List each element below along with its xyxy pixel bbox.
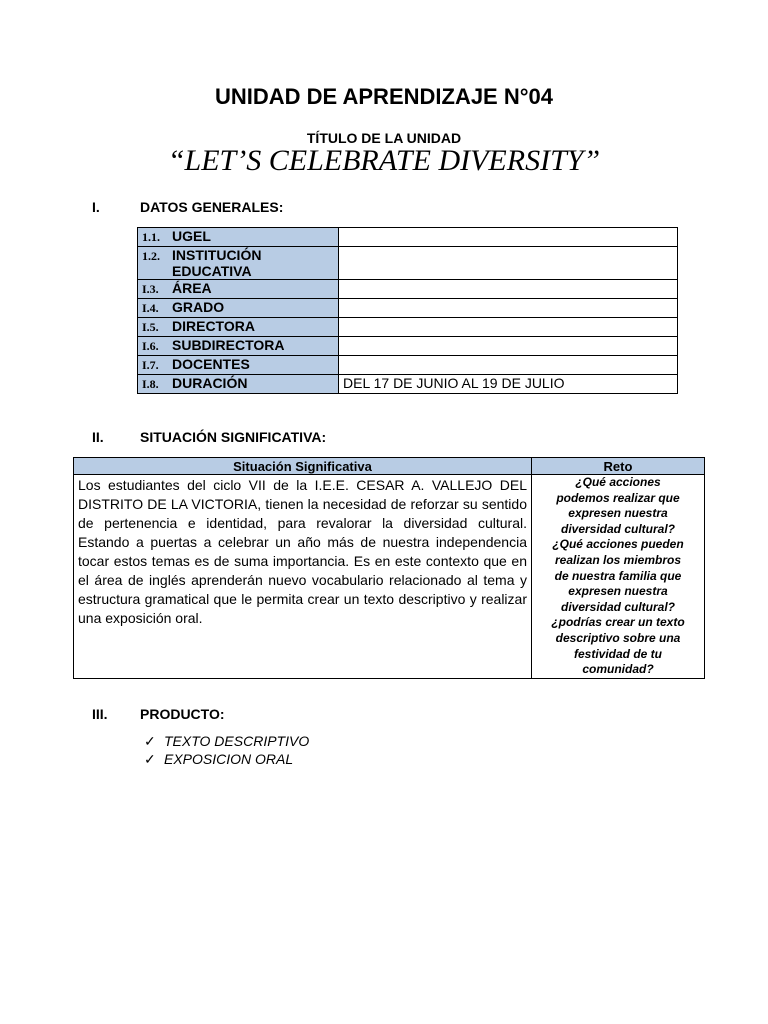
datos-value-cell: DEL 17 DE JUNIO AL 19 DE JULIO: [339, 375, 678, 394]
product-item: [144, 733, 309, 750]
reto-line: comunidad?: [582, 662, 654, 677]
item-label: INSTITUCIÓN EDUCATIVA: [172, 247, 262, 279]
document-title: UNIDAD DE APRENDIZAJE N°04: [214, 84, 554, 109]
section-number: II.: [92, 429, 104, 445]
reto-line: festividad de tu: [573, 646, 662, 661]
datos-value-cell: [339, 356, 678, 375]
item-number: I.7.: [142, 358, 159, 372]
item-number: 1.2.: [142, 249, 160, 263]
check-icon: ✓: [144, 751, 156, 767]
header-situacion: Situación Significativa: [74, 458, 532, 475]
situacion-text: Los estudiantes del ciclo VII de la I.E.E. CESAR A. VALLEJO DEL DISTRITO DE LA VICTORIA, tienen la necesidad de reforzar su sentido de pertenencia e identidad, para revalorar la diversidad cultural. Estando a puertas a celebrar un año más de nuestra independencia tocar estos temas es de suma importancia. Es en este contexto que en el área de inglés aprenderán nuevo vocabulario relacionado al tema y estructura gramatical que le permita crear un texto descriptivo y realizar una exposición oral.: [74, 475, 532, 679]
item-label: UGEL: [172, 228, 211, 244]
item-number: I.8.: [142, 377, 159, 391]
header-reto: Reto: [532, 458, 705, 475]
item-number: I.5.: [142, 320, 159, 334]
datos-value-cell: [339, 247, 678, 280]
datos-row: [138, 356, 678, 375]
product-label: EXPOSICION ORAL: [164, 751, 294, 767]
section-heading: DATOS GENERALES:: [140, 199, 284, 215]
reto-line: ¿Qué acciones pueden: [552, 537, 684, 552]
reto-line: podemos realizar que: [556, 490, 680, 505]
datos-row: [138, 337, 678, 356]
section-heading: SITUACIÓN SIGNIFICATIVA:: [140, 429, 327, 445]
item-number: I.6.: [142, 339, 159, 353]
item-label: SUBDIRECTORA: [172, 337, 285, 353]
datos-key-cell: [138, 318, 339, 337]
item-label: DOCENTES: [172, 356, 250, 372]
section-number: I.: [92, 199, 100, 215]
check-icon: ✓: [144, 733, 156, 749]
datos-value-cell: [339, 337, 678, 356]
datos-key-cell: [138, 247, 339, 280]
reto-cell: [532, 475, 705, 679]
reto-line: ¿Qué acciones: [575, 475, 661, 489]
reto-line: de nuestra familia que: [554, 568, 682, 583]
datos-generales-table: [137, 227, 678, 394]
reto-line: diversidad cultural?: [560, 521, 676, 536]
unit-title-label: TÍTULO DE LA UNIDAD: [306, 130, 462, 146]
item-number: I.4.: [142, 301, 159, 315]
datos-row: [138, 280, 678, 299]
item-number: 1.1.: [142, 230, 160, 244]
reto-line: descriptivo sobre una: [555, 630, 681, 645]
datos-value-cell: [339, 318, 678, 337]
datos-key-cell: [138, 228, 339, 247]
section-heading: PRODUCTO:: [140, 706, 225, 722]
datos-row: [138, 228, 678, 247]
datos-row: [138, 318, 678, 337]
unit-name: “LET’S CELEBRATE DIVERSITY”: [167, 144, 601, 177]
datos-key-cell: [138, 280, 339, 299]
reto-line: ¿podrías crear un texto: [551, 615, 685, 630]
reto-line: expresen nuestra: [568, 506, 668, 521]
datos-key-cell: [138, 299, 339, 318]
datos-row: [138, 375, 678, 394]
datos-key-cell: [138, 375, 339, 394]
datos-key-cell: [138, 337, 339, 356]
item-label: GRADO: [172, 299, 225, 315]
item-label: ÁREA: [172, 280, 212, 296]
item-label: DIRECTORA: [172, 318, 255, 334]
datos-key-cell: [138, 356, 339, 375]
datos-row: [138, 299, 678, 318]
reto-line: expresen nuestra: [568, 584, 668, 599]
product-label: TEXTO DESCRIPTIVO: [164, 733, 310, 749]
datos-value-cell: [339, 280, 678, 299]
item-label: DURACIÓN: [172, 375, 248, 391]
item-number: I.3.: [142, 282, 159, 296]
datos-value-cell: [339, 299, 678, 318]
reto-line: diversidad cultural?: [560, 599, 676, 614]
product-item: [144, 751, 293, 768]
situacion-table: [73, 457, 705, 679]
datos-value-cell: [339, 228, 678, 247]
section-number: III.: [92, 706, 108, 722]
reto-line: realizan los miembros: [554, 552, 682, 567]
datos-row: [138, 247, 678, 280]
